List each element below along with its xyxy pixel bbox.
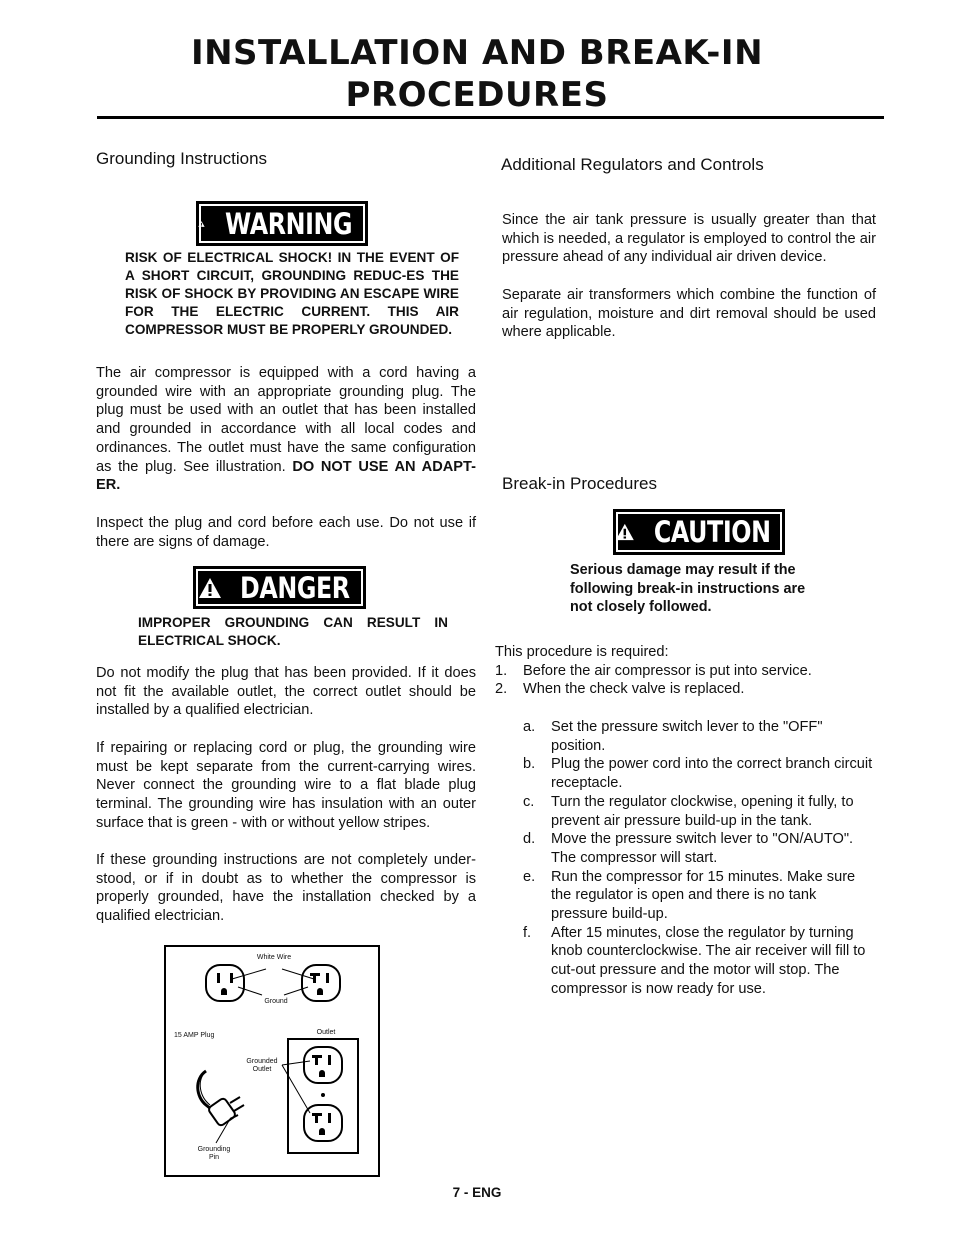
substep-text: After 15 minutes, close the regulator by turning knob counterclockwise. The air receiver will fill to cut-out pressure and the motor will stop. The compressor is now ready for use. (551, 924, 866, 997)
substep-letter: d. (523, 831, 536, 848)
grounding-paragraph-1 (96, 364, 476, 495)
substep-text: Turn the regulator clockwise, opening it fully, to prevent air pressure build-up in the tank. (551, 793, 854, 829)
title-line-2: PROCEDURES (345, 75, 609, 115)
step-text: Before the air compressor is put into service. (523, 662, 812, 679)
caution-label: CAUTION (653, 515, 771, 549)
substep-text: Run the compressor for 15 minutes. Make sure the regulator is open and there is no tank pressure build-up. (551, 868, 856, 923)
regulators-heading: Additional Regulators and Controls (501, 155, 764, 174)
grounding-heading: Grounding Instructions (96, 149, 268, 168)
list-item (523, 755, 877, 792)
substep-letter: e. (523, 868, 536, 885)
list-item (523, 718, 877, 755)
grounding-paragraph-5: If these grounding instructions are not completely under-stood, or if in doubt as to whether the compressor is properly grounded, have the installation checked by a qualified electrician. (96, 852, 476, 925)
list-item (495, 662, 876, 681)
page-title (0, 32, 954, 116)
warning-text: RISK OF ELECTRICAL SHOCK! IN THE EVENT OF A SHORT CIRCUIT, GROUNDING REDUC-ES THE RISK OF SHOCK BY PROVIDING AN ESCAPE WIRE FOR THE ELECTRIC CURRENT. THIS AIR COMPRESSOR MUST BE PROPERLY GROUNDED. (125, 250, 459, 337)
list-item (523, 868, 877, 924)
danger-badge (193, 566, 366, 609)
warning-badge (196, 201, 368, 246)
grounding-paragraph-3: Do not modify the plug that has been provided. If it does not fit the available outlet, the correct outlet should be installed by a qualified electrician. (96, 665, 476, 719)
ground-label: Ground (264, 998, 288, 1005)
substep-letter: b. (523, 756, 536, 773)
break-in-steps (495, 643, 876, 699)
title-rule (97, 116, 884, 119)
danger-label: DANGER (239, 570, 350, 605)
white-wire-label: White Wire (256, 954, 292, 961)
danger-triangle-icon (198, 577, 222, 599)
grounding-paragraph-1-text: The air compressor is equipped with a cord having a grounded wire with an appropriate grounding plug. The plug must be used with an outlet that has been installed and grounded in accordance with all local codes and ordinances. The outlet must have the same configuration as the plug. See illustration. (96, 365, 476, 475)
list-item (523, 830, 877, 867)
procedure-required: This procedure is required: (495, 644, 669, 660)
grounding-paragraph-4: If repairing or replacing cord or plug, the grounding wire must be kept separate from the current-carrying wires. Never connect the grounding wire to a flat blade plug terminal. The grounding wire has insulation with an outer surface that is green - with or without yellow stripes. (96, 740, 476, 831)
substep-text: Move the pressure switch lever to "ON/AUTO". The compressor will start. (551, 831, 854, 866)
plug-label: 15 AMP Plug (174, 1032, 215, 1039)
break-in-heading: Break-in Procedures (502, 474, 657, 493)
caution-badge (613, 509, 785, 555)
break-in-substeps (523, 718, 877, 999)
list-item (523, 793, 877, 830)
list-item (495, 680, 876, 699)
warning-triangle-icon (198, 213, 205, 235)
no-adapter-warning: DO NOT USE AN ADAPT-ER. (96, 458, 476, 494)
regulators-paragraph-1: Since the air tank pressure is usually greater than that which is needed, a regulator is employed to control the air pressure ahead of any individual air driven device. (502, 212, 876, 266)
page-number: 7 - ENG (452, 1185, 502, 1200)
step-number: 1. (495, 662, 508, 679)
outlet-label: Outlet (316, 1029, 336, 1036)
grounded-outlet-label: Grounded Outlet (246, 1058, 278, 1073)
step-text: When the check valve is replaced. (523, 681, 745, 698)
substep-text: Set the pressure switch lever to the "OFF" position. (551, 719, 823, 754)
grounding-illustration (164, 945, 380, 1177)
warning-label: WARNING (224, 206, 353, 241)
title-line-1: INSTALLATION AND BREAK-IN (190, 33, 764, 73)
substep-letter: c. (523, 793, 535, 810)
danger-text: IMPROPER GROUNDING CAN RESULT IN ELECTRICAL SHOCK. (138, 615, 448, 648)
regulators-paragraph-2: Separate air transformers which combine the function of air regulation, moisture and dirt removal should be used where applicable. (502, 287, 876, 341)
substep-letter: a. (523, 719, 536, 735)
grounding-pin-label: Grounding Pin (197, 1146, 231, 1161)
substep-letter: f. (523, 924, 532, 941)
substep-text: Plug the power cord into the correct branch circuit receptacle. (551, 756, 873, 792)
caution-triangle-icon (615, 521, 635, 543)
step-number: 2. (495, 681, 508, 698)
grounding-paragraph-2: Inspect the plug and cord before each use. Do not use if there are signs of damage. (96, 515, 476, 550)
caution-text: Serious damage may result if the following break-in instructions are not closely followed. (570, 562, 806, 616)
list-item (523, 924, 877, 999)
